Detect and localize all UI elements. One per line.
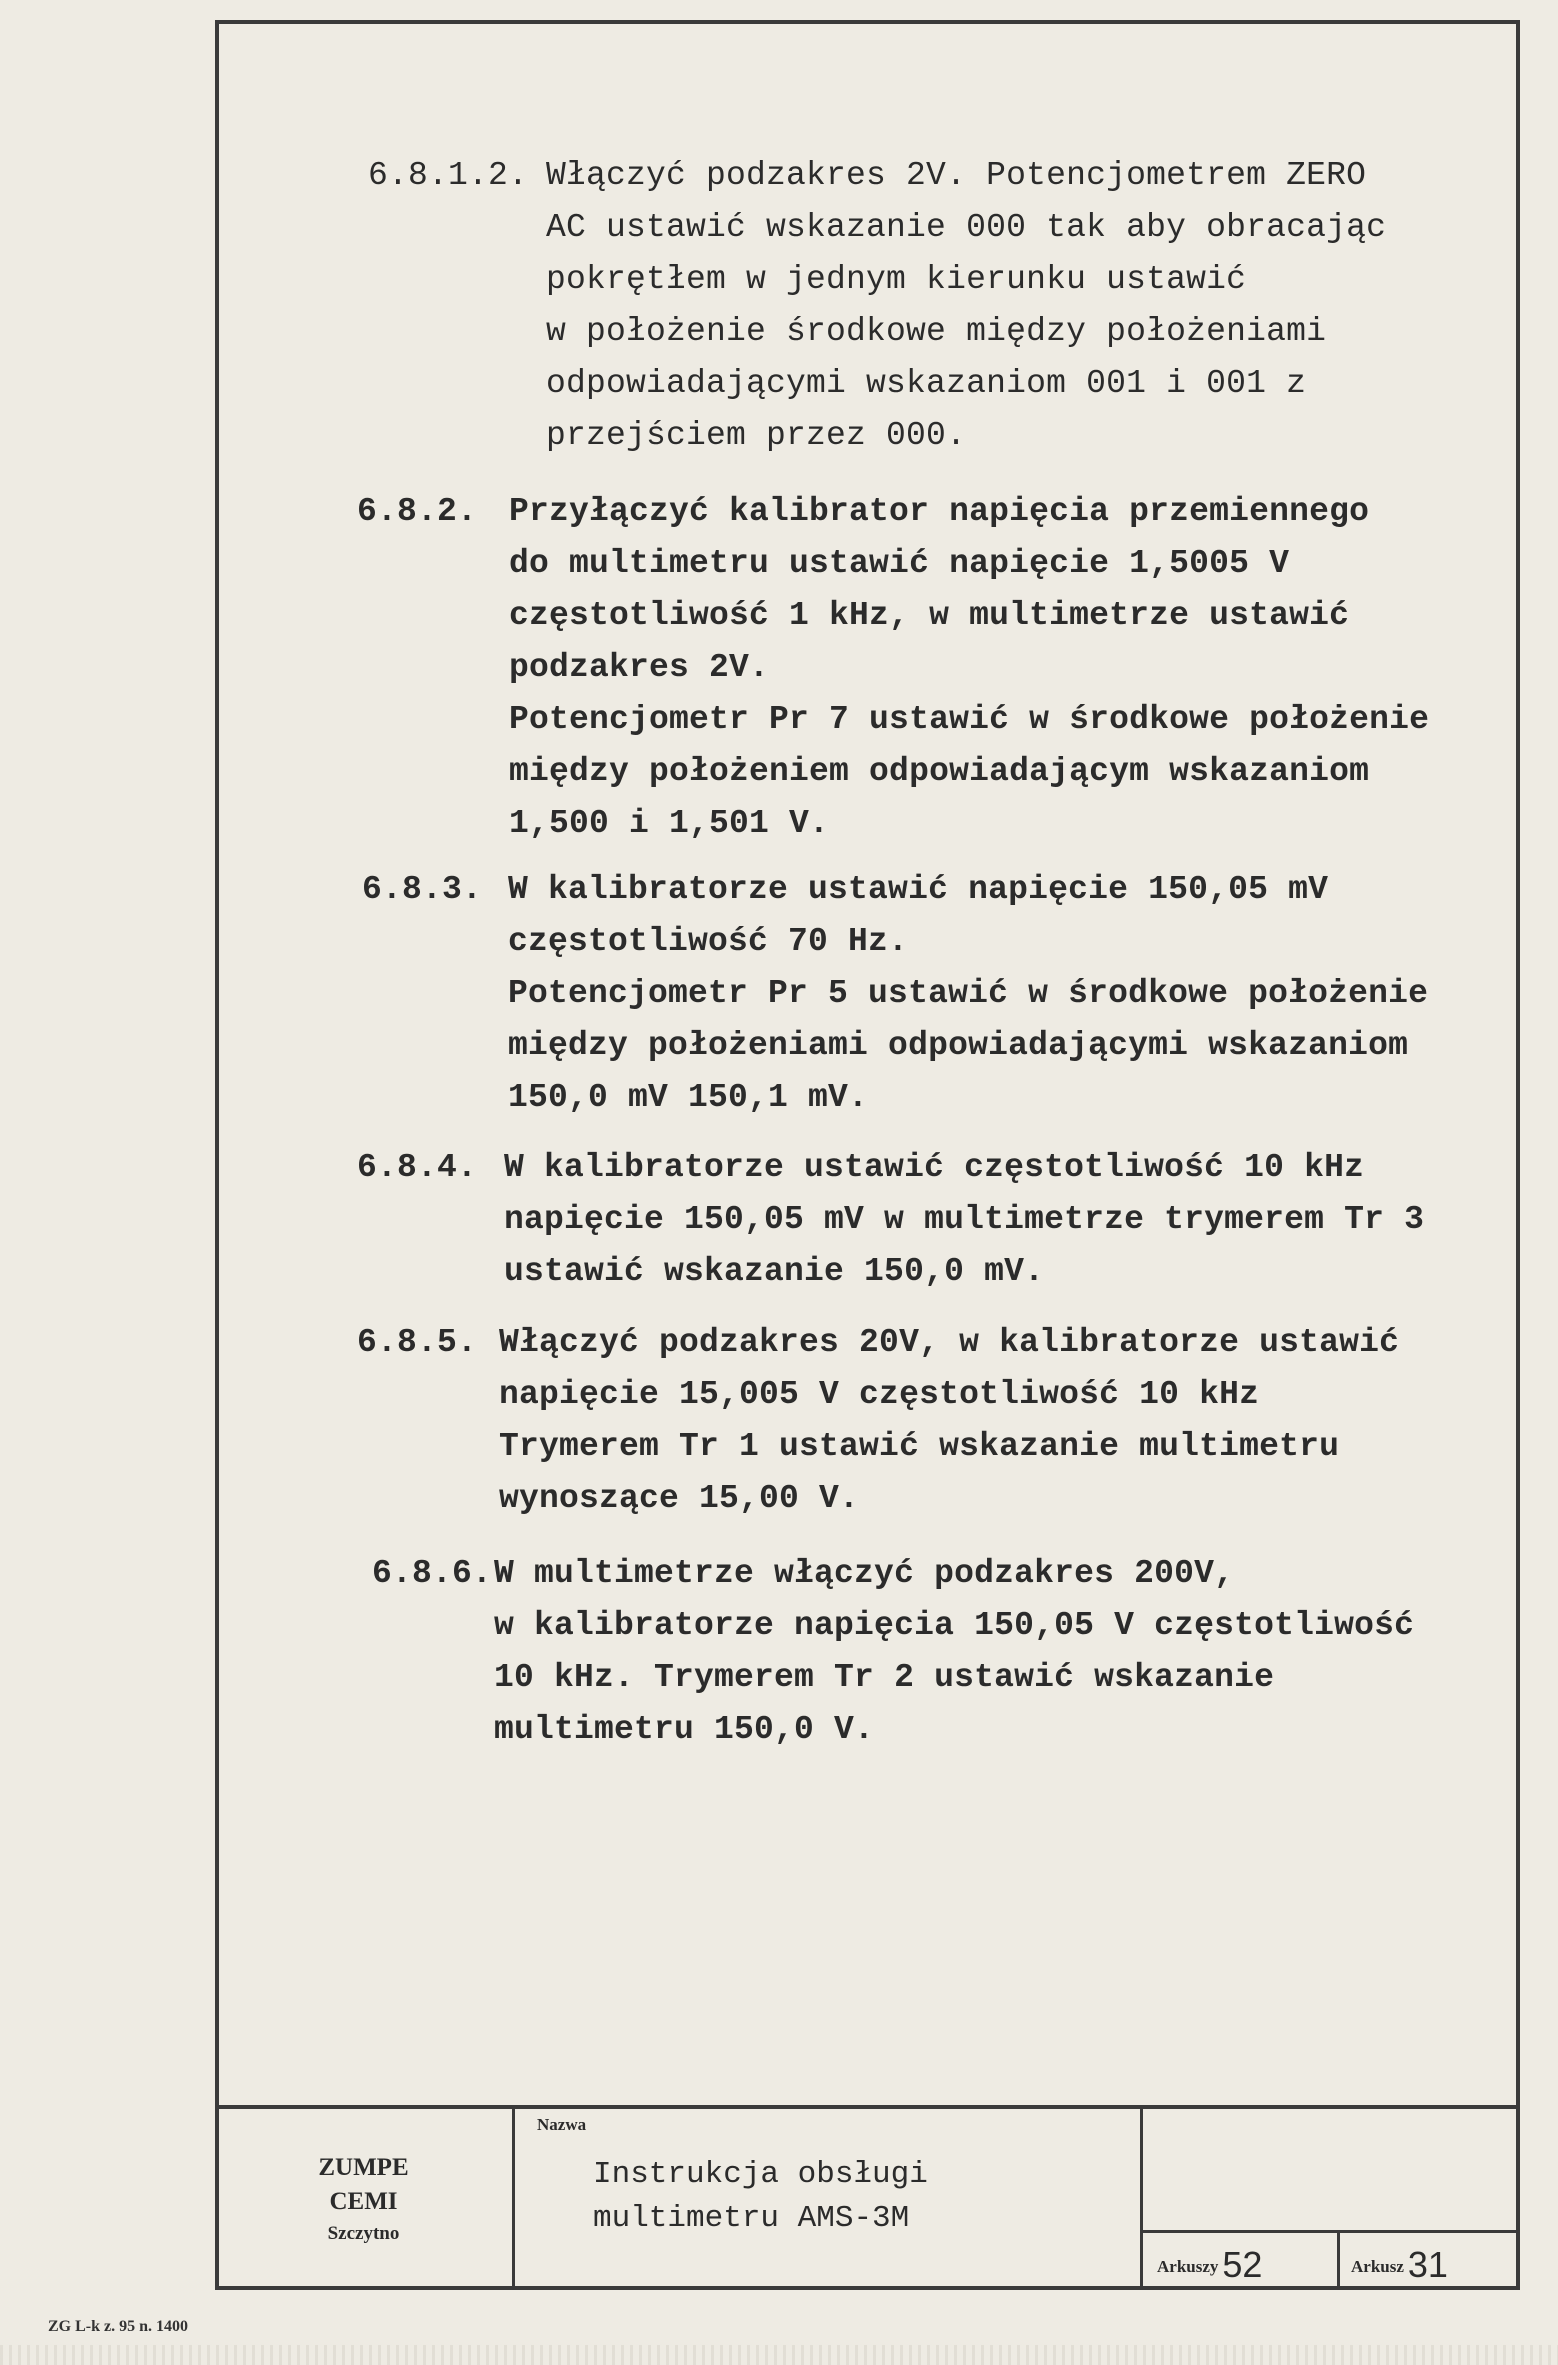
paper-edge: [0, 2345, 1558, 2365]
step-6-8-6: [372, 1548, 1414, 1756]
sheet-info-cell: [1143, 2109, 1520, 2290]
step-line: W kalibratorze ustawić częstotliwość 10 kHz: [504, 1149, 1365, 1186]
step-number: 6.8.2.: [357, 493, 478, 530]
company-subname: CEMI: [329, 2187, 398, 2215]
sheet-label: Arkusz: [1351, 2257, 1404, 2276]
step-line: 1,500 i 1,501 V.: [509, 805, 830, 842]
step-number: 6.8.6.: [372, 1555, 493, 1592]
step-line: Włączyć podzakres 20V, w kalibratorze ustawić: [499, 1324, 1400, 1361]
print-code: ZG L-k z. 95 n. 1400: [48, 2318, 189, 2335]
step-line: w kalibratorze napięcia 150,05 V częstotliwość: [494, 1607, 1415, 1644]
sheets-total: [1157, 2235, 1262, 2285]
step-line: Potencjometr Pr 5 ustawić w środkowe położenie: [508, 975, 1429, 1012]
company-city: Szczytno: [327, 2222, 400, 2244]
step-line: ustawić wskazanie 150,0 mV.: [504, 1253, 1045, 1290]
step-line: napięcie 150,05 mV w multimetrze trymerem Tr 3: [504, 1201, 1425, 1238]
step-6-8-3: [362, 864, 1428, 1124]
step-number: 6.8.4.: [357, 1149, 478, 1186]
document-name: [593, 2153, 928, 2241]
step-6-8-5: [357, 1317, 1399, 1525]
step-line: W kalibratorze ustawić napięcie 150,05 mV: [508, 871, 1329, 908]
name-label: Nazwa: [537, 2115, 587, 2134]
step-line: między położeniami odpowiadającymi wskazaniom: [508, 1027, 1409, 1064]
step-line: 150,0 mV 150,1 mV.: [508, 1079, 869, 1116]
step-line: AC ustawić wskazanie 000 tak aby obracając: [546, 209, 1387, 246]
document-name-line: multimetru AMS-3M: [593, 2201, 910, 2236]
step-line: Włączyć podzakres 2V. Potencjometrem ZERO: [546, 157, 1367, 194]
step-line: 10 kHz. Trymerem Tr 2 ustawić wskazanie: [494, 1659, 1275, 1696]
step-line: między położeniem odpowiadającym wskazaniom: [509, 753, 1370, 790]
step-number: 6.8.3.: [362, 871, 483, 908]
sheet-value: 31: [1407, 2244, 1448, 2285]
step-number: 6.8.5.: [357, 1324, 478, 1361]
step-line: do multimetru ustawić napięcie 1,5005 V: [509, 545, 1290, 582]
step-line: W multimetrze włączyć podzakres 200V,: [494, 1555, 1235, 1592]
step-line: częstotliwość 1 kHz, w multimetrze ustawić: [509, 597, 1350, 634]
title-block: [215, 2105, 1520, 2290]
divider: [1143, 2230, 1520, 2233]
step-line: Potencjometr Pr 7 ustawić w środkowe położenie: [509, 701, 1430, 738]
step-line: Trymerem Tr 1 ustawić wskazanie multimetru: [499, 1428, 1340, 1465]
step-line: Przyłączyć kalibrator napięcia przemiennego: [509, 493, 1370, 530]
step-line: wynoszące 15,00 V.: [499, 1480, 860, 1517]
step-6-8-1-2: [368, 150, 1386, 462]
step-line: odpowiadającymi wskazaniom 001 i 001 z: [546, 365, 1307, 402]
step-line: podzakres 2V.: [509, 649, 770, 686]
step-6-8-2: [357, 486, 1429, 850]
sheet-current: [1351, 2235, 1448, 2285]
step-line: napięcie 15,005 V częstotliwość 10 kHz: [499, 1376, 1260, 1413]
divider: [1337, 2230, 1340, 2290]
document-name-cell: [515, 2109, 1143, 2290]
step-line: pokrętłem w jednym kierunku ustawić: [546, 261, 1247, 298]
step-line: multimetru 150,0 V.: [494, 1711, 875, 1748]
company-name: ZUMPE: [318, 2153, 409, 2181]
sheets-label: Arkuszy: [1157, 2257, 1219, 2276]
step-number: 6.8.1.2.: [368, 157, 529, 194]
sheets-value: 52: [1222, 2244, 1263, 2285]
document-name-line: Instrukcja obsługi: [593, 2157, 928, 2192]
company-cell: [215, 2109, 515, 2290]
step-line: przejściem przez 000.: [546, 417, 967, 454]
step-line: częstotliwość 70 Hz.: [508, 923, 909, 960]
step-line: w położenie środkowe między położeniami: [546, 313, 1327, 350]
step-6-8-4: [357, 1142, 1424, 1298]
